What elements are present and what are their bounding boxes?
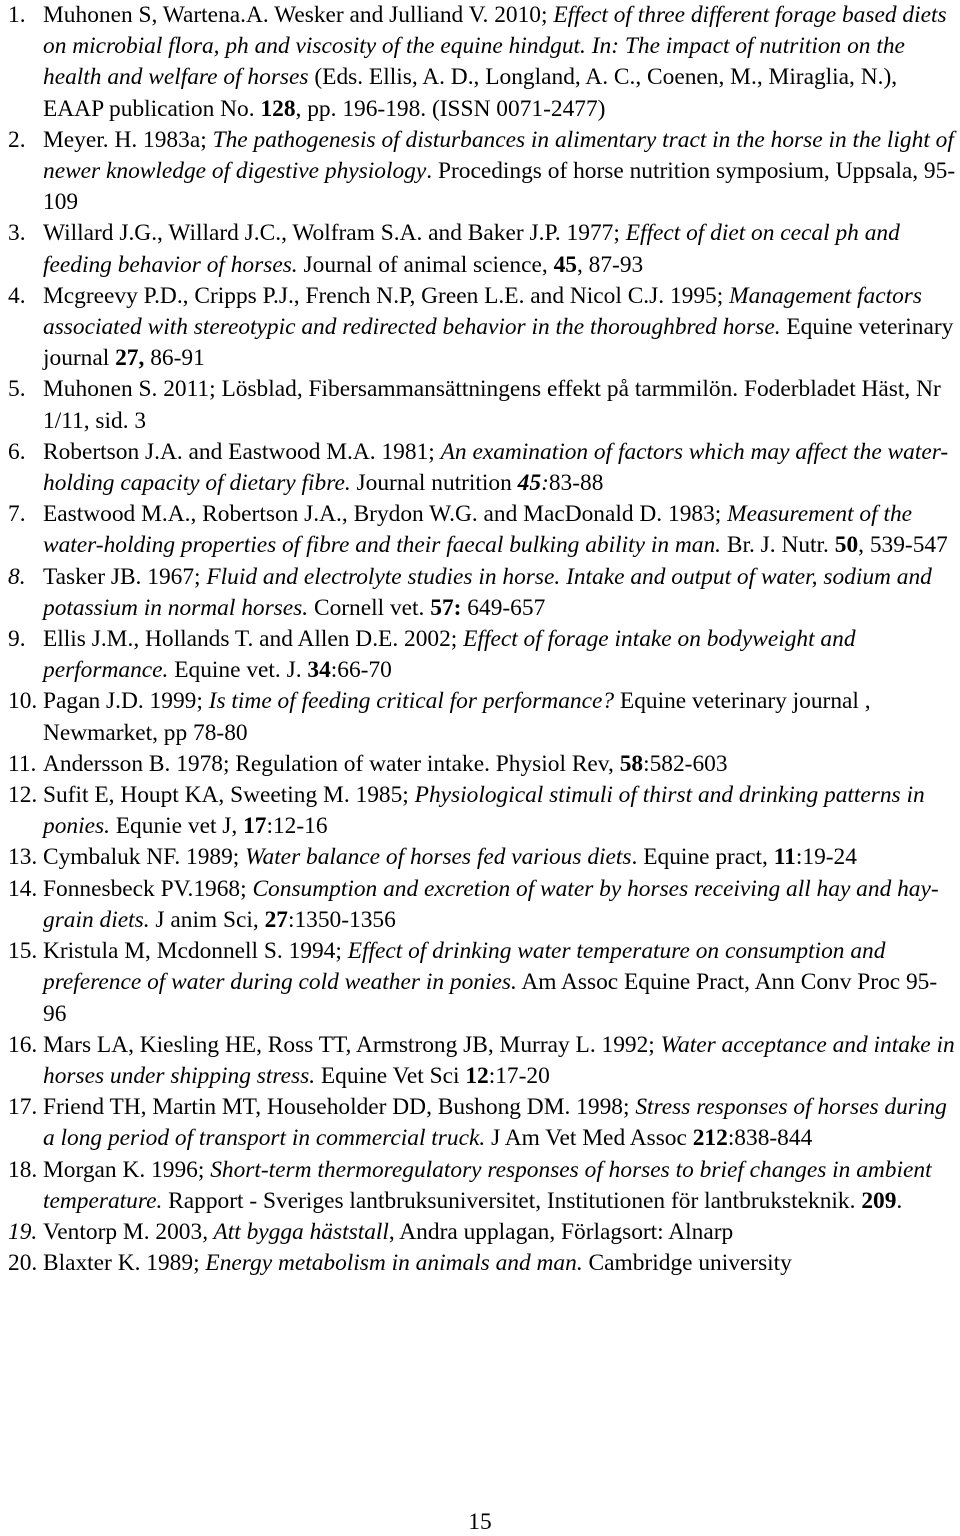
reference-item — [0, 0, 960, 125]
reference-segment: Sufit E, Houpt KA, Sweeting M. 1985; — [43, 782, 415, 809]
reference-number: 20. — [8, 1250, 38, 1277]
reference-segment: Equine Vet Sci — [315, 1062, 466, 1089]
reference-number: 18. — [8, 1156, 38, 1183]
reference-text — [43, 874, 958, 936]
reference-segment: , pp. 196-198. (ISSN 0071-2477) — [295, 95, 606, 122]
reference-item — [0, 562, 960, 624]
reference-item — [0, 281, 960, 375]
reference-segment: . Equine pract, — [631, 844, 774, 871]
reference-text — [43, 686, 958, 748]
reference-item — [0, 218, 960, 280]
reference-item — [0, 936, 960, 1030]
reference-segment: Br. J. Nutr. — [721, 532, 835, 559]
reference-segment: :582-603 — [643, 750, 728, 777]
reference-segment: Tasker JB. 1967; — [43, 563, 207, 590]
reference-segment: Rapport - Sveriges lantbruksuniversitet, Institutionen för lantbruksteknik. — [162, 1187, 862, 1214]
reference-number: 12. — [8, 782, 38, 809]
reference-volume: 12 — [465, 1062, 489, 1089]
page-number: 15 — [468, 1509, 492, 1535]
reference-number: 16. — [8, 1031, 38, 1058]
reference-segment: . — [896, 1187, 903, 1214]
reference-segment: J Am Vet Med Assoc — [485, 1125, 693, 1152]
reference-segment: Equine vet. J. — [168, 657, 308, 684]
reference-number: 3. — [8, 220, 26, 247]
reference-text — [43, 1030, 958, 1092]
reference-title: Effect of diet on cecal ph and feeding behavior of horses. — [43, 220, 900, 278]
reference-title: Fluid and electrolyte studies in horse. Intake and output of water, sodium and potassium in normal horses. — [43, 563, 932, 621]
reference-segment: Am Assoc Equine Pract, Ann Conv Proc 95-96 — [43, 969, 938, 1027]
reference-segment: 86-91 — [144, 345, 205, 372]
reference-segment: , 539-547 — [858, 532, 948, 559]
reference-segment: :838-844 — [727, 1125, 813, 1152]
reference-segment: :19-24 — [795, 844, 857, 871]
reference-text — [43, 1155, 958, 1217]
reference-number: 17. — [8, 1094, 38, 1121]
reference-number: 7. — [8, 501, 26, 528]
reference-text — [43, 842, 958, 873]
reference-title: 45 — [517, 470, 542, 497]
reference-text — [43, 1217, 958, 1248]
reference-segment: Equnie vet J, — [109, 813, 244, 840]
reference-segment: Cymbaluk NF. 1989; — [43, 844, 246, 871]
reference-number: 5. — [8, 376, 26, 403]
reference-title: : — [541, 470, 549, 497]
reference-title: An examination of factors which may affect the water-holding capacity of dietary fibre. — [43, 438, 949, 497]
reference-item — [0, 686, 960, 748]
reference-text — [43, 125, 958, 219]
reference-text — [43, 499, 958, 561]
reference-segment: . Procedings of horse nutrition symposium, Uppsala, 95-109 — [43, 158, 956, 216]
reference-segment: Cambridge university — [582, 1250, 792, 1277]
reference-volume: 128 — [260, 95, 296, 122]
reference-segment: (Eds. Ellis, A. D., Longland, A. C., Coenen, M., Miraglia, N.), EAAP publication No. — [43, 64, 898, 122]
reference-number: 6. — [8, 438, 26, 465]
reference-segment: Equine veterinary journal — [43, 314, 954, 372]
reference-segment: Andersson B. 1978; Regulation of water intake. Physiol Rev, — [43, 750, 620, 777]
reference-item — [0, 374, 960, 436]
reference-text — [43, 281, 958, 375]
reference-item — [0, 1248, 960, 1279]
reference-segment: Meyer. H. 1983a; — [43, 126, 213, 153]
reference-segment: Kristula M, Mcdonnell S. 1994; — [43, 938, 348, 965]
reference-title: Stress responses of horses during a long period of transport in commercial truck. — [43, 1094, 947, 1152]
reference-segment: Mcgreevy P.D., Cripps P.J., French N.P, Green L.E. and Nicol C.J. 1995; — [43, 282, 730, 309]
reference-title: Water acceptance and intake in horses under shipping stress. — [43, 1031, 955, 1089]
reference-item — [0, 624, 960, 686]
reference-segment: :66-70 — [330, 657, 392, 684]
reference-segment: , Andra upplagan, Förlagsort: Alnarp — [388, 1218, 734, 1245]
reference-text — [43, 374, 958, 436]
reference-title: Consumption and excretion of water by horses receiving all hay and hay-grain diets. — [43, 875, 939, 933]
reference-segment: Cornell vet. — [308, 594, 431, 621]
reference-item — [0, 125, 960, 219]
reference-volume: 57: — [430, 594, 462, 621]
reference-segment: Muhonen S, Wartena.A. Wesker and Julliand V. 2010; — [43, 2, 554, 28]
reference-title: Management factors associated with stereotypic and redirected behavior in the thoroughbred horse. — [43, 282, 923, 341]
reference-segment: 83-88 — [548, 470, 604, 497]
reference-volume: 45 — [553, 251, 577, 278]
reference-item — [0, 874, 960, 936]
reference-title: Measurement of the water-holding properties of fibre and their faecal bulking ability in man. — [43, 501, 913, 559]
reference-text — [43, 437, 958, 499]
reference-segment: Ventorp M. 2003 — [43, 1218, 203, 1245]
reference-number: 2. — [8, 126, 26, 153]
reference-volume: 34 — [307, 657, 331, 684]
reference-title: , Att bygga häststall — [202, 1218, 389, 1245]
reference-segment: Journal of animal science, — [297, 251, 554, 278]
reference-text — [43, 749, 958, 780]
reference-segment: Blaxter K. 1989; — [43, 1250, 206, 1277]
reference-title: Is time of feeding critical for performance? — [208, 688, 615, 715]
reference-segment: Eastwood M.A., Robertson J.A., Brydon W.G. and MacDonald D. 1983; — [43, 501, 728, 528]
reference-segment: Equine veterinary journal , Newmarket, pp 78-80 — [43, 688, 871, 746]
reference-volume: 11 — [773, 844, 796, 871]
reference-text — [43, 1092, 958, 1154]
reference-title: Effect of forage intake on bodyweight and performance. — [43, 626, 856, 684]
reference-number: 15. — [8, 938, 38, 965]
reference-title: The pathogenesis of disturbances in alimentary tract in the horse in the light of newer knowledge of digestive physiology — [43, 126, 954, 185]
reference-segment: Willard J.G., Willard J.C., Wolfram S.A. and Baker J.P. 1977; — [43, 220, 626, 247]
reference-text — [43, 936, 958, 1030]
reference-title: Water balance of horses fed various diets — [245, 844, 632, 871]
reference-segment: , 87-93 — [576, 251, 644, 278]
reference-volume: 27 — [264, 906, 288, 933]
reference-title: Short-term thermoregulatory responses of horses to brief changes in ambient temperature. — [43, 1156, 932, 1214]
reference-segment: 649-657 — [461, 594, 546, 621]
reference-text — [43, 218, 958, 280]
reference-volume: 58 — [619, 750, 644, 777]
reference-segment: Pagan J.D. 1999; — [43, 688, 209, 715]
reference-segment: :12-16 — [266, 813, 328, 840]
reference-segment: Robertson J.A. and Eastwood M.A. 1981; — [43, 438, 441, 465]
reference-number: 13. — [8, 844, 38, 871]
reference-item — [0, 1155, 960, 1217]
reference-number: 1. — [8, 2, 26, 28]
reference-text — [43, 1248, 958, 1279]
reference-item — [0, 749, 960, 780]
reference-segment: Morgan K. 1996; — [43, 1156, 211, 1183]
reference-number: 10. — [8, 688, 38, 715]
reference-segment: :1350-1356 — [287, 906, 396, 933]
reference-text — [43, 780, 958, 842]
reference-text — [43, 0, 958, 125]
reference-segment: Mars LA, Kiesling HE, Ross TT, Armstrong JB, Murray L. 1992; — [43, 1031, 661, 1058]
reference-item — [0, 1217, 960, 1248]
reference-segment: Ellis J.M., Hollands T. and Allen D.E. 2002; — [43, 626, 464, 653]
reference-item — [0, 842, 960, 873]
reference-volume: 27, — [115, 345, 145, 372]
reference-text — [43, 562, 958, 624]
reference-volume: 50 — [834, 532, 859, 559]
reference-segment: Fonnesbeck PV.1968; — [43, 875, 253, 902]
reference-title: Energy metabolism in animals and man. — [205, 1250, 583, 1277]
reference-segment: Journal nutrition — [350, 470, 518, 497]
reference-volume: 209 — [861, 1187, 897, 1214]
reference-segment: J anim Sci, — [149, 906, 265, 933]
reference-number: 19. — [8, 1218, 38, 1245]
reference-volume: 17 — [243, 813, 267, 840]
reference-title: Physiological stimuli of thirst and drinking patterns in ponies. — [43, 782, 925, 840]
reference-number: 9. — [8, 626, 26, 653]
reference-number: 11. — [8, 750, 37, 777]
reference-segment: Friend TH, Martin MT, Householder DD, Bushong DM. 1998; — [43, 1094, 636, 1121]
reference-title: Effect of drinking water temperature on consumption and preference of water during cold weather in ponies. — [43, 938, 886, 996]
reference-number: 8. — [8, 563, 26, 590]
reference-item — [0, 437, 960, 499]
reference-item — [0, 1030, 960, 1092]
reference-number: 14. — [8, 875, 38, 902]
reference-segment: :17-20 — [488, 1062, 550, 1089]
reference-item — [0, 1092, 960, 1154]
reference-number: 4. — [8, 282, 26, 309]
reference-segment: Muhonen S. 2011; Lösblad, Fibersammansättningens effekt på tarmmilön. Foderbladet Häst, Nr 1/11, sid. 3 — [43, 376, 941, 434]
reference-item — [0, 499, 960, 561]
reference-volume: 212 — [692, 1125, 728, 1152]
reference-title: Effect of three different forage based diets on microbial flora, ph and viscosity of the equine hindgut. In: The impact of nutrition on the health and welfare of horses — [43, 2, 947, 91]
reference-text — [43, 624, 958, 686]
reference-item — [0, 780, 960, 842]
